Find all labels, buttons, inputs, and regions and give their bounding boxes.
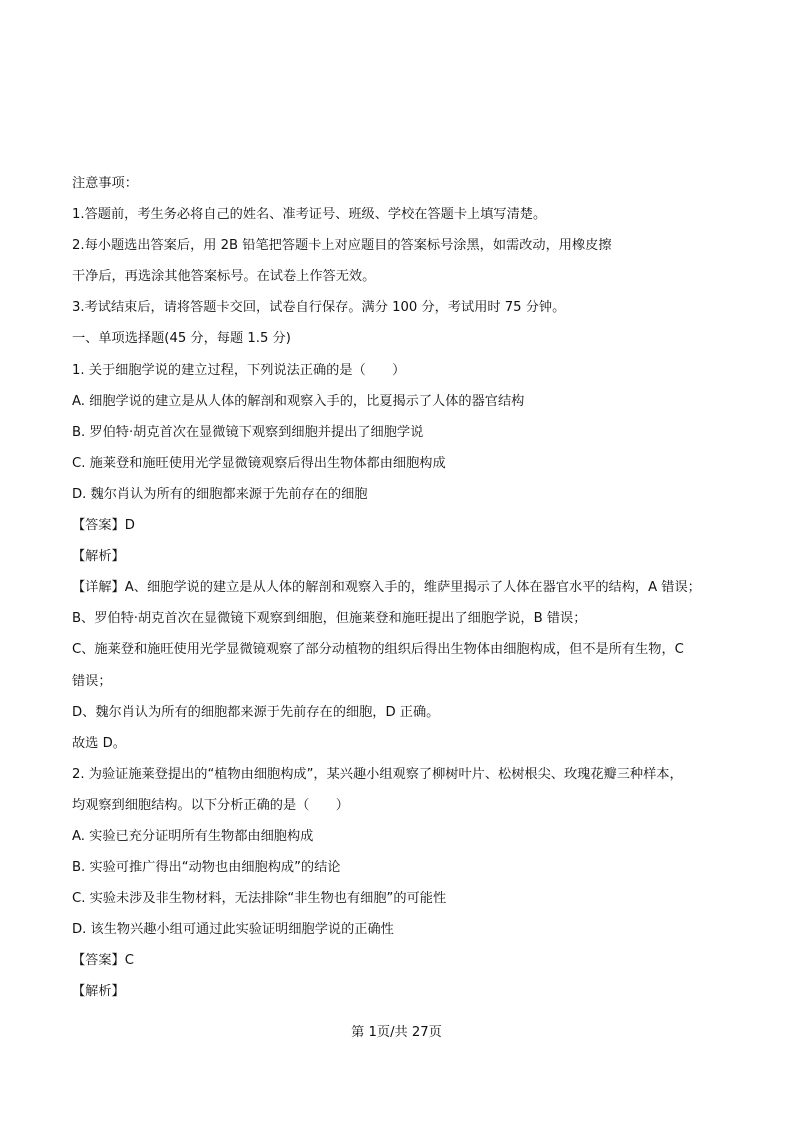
text-line: 均观察到细胞结构。以下分析正确的是（ ） bbox=[72, 797, 349, 813]
text-line: B、罗伯特·胡克首次在显微镜下观察到细胞，但施莱登和施旺提出了细胞学说，B 错误； bbox=[72, 611, 587, 627]
text-line: 1.答题前，考生务必将自己的姓名、准考证号、班级、学校在答题卡上填写清楚。 bbox=[72, 207, 547, 223]
text-line: 干净后，再选涂其他答案标号。在试卷上作答无效。 bbox=[72, 269, 376, 285]
text-line: 错误； bbox=[72, 673, 112, 689]
text-line: 【解析】 bbox=[72, 549, 125, 565]
text-line: B. 罗伯特·胡克首次在显微镜下观察到细胞并提出了细胞学说 bbox=[72, 424, 424, 440]
text-line: 1. 关于细胞学说的建立过程，下列说法正确的是（ ） bbox=[72, 362, 406, 378]
text-line: 【解析】 bbox=[72, 984, 125, 1000]
text-line: D. 该生物兴趣小组可通过此实验证明细胞学说的正确性 bbox=[72, 922, 394, 938]
text-line: D、魏尔肖认为所有的细胞都来源于先前存在的细胞，D 正确。 bbox=[72, 704, 440, 720]
text-line: D. 魏尔肖认为所有的细胞都来源于先前存在的细胞 bbox=[72, 486, 368, 502]
page-footer: 第 1页/共 27页 bbox=[351, 1025, 442, 1040]
text-line: 2. 为验证施莱登提出的“植物由细胞构成”，某兴趣小组观察了柳树叶片、松树根尖、玫瑰花瓣三种样本， bbox=[72, 766, 683, 782]
text-line: 3.考试结束后，请将答题卡交回，试卷自行保存。满分 100 分，考试用时 75 分钟。 bbox=[72, 300, 566, 316]
text-line: C. 实验未涉及非生物材料，无法排除“非生物也有细胞”的可能性 bbox=[72, 891, 447, 907]
text-line: B. 实验可推广得出“动物也由细胞构成”的结论 bbox=[72, 860, 341, 876]
text-line: 注意事项： bbox=[72, 176, 138, 191]
document-body bbox=[72, 175, 732, 1015]
text-line: 故选 D。 bbox=[72, 735, 126, 751]
text-line: A. 实验已充分证明所有生物都由细胞构成 bbox=[72, 828, 314, 844]
text-line: 【答案】C bbox=[72, 953, 134, 969]
text-line: 2.每小题选出答案后，用 2B 铅笔把答题卡上对应题目的答案标号涂黑，如需改动，用橡皮擦 bbox=[72, 238, 612, 254]
text-line: 一、单项选择题(45 分，每题 1.5 分) bbox=[72, 331, 291, 347]
text-line: 【详解】A、细胞学说的建立是从人体的解剖和观察入手的，维萨里揭示了人体在器官水平的结构，A 错误； bbox=[72, 580, 701, 596]
text-line: A. 细胞学说的建立是从人体的解剖和观察入手的，比夏揭示了人体的器官结构 bbox=[72, 393, 525, 409]
text-line: C、施莱登和施旺使用光学显微镜观察了部分动植物的组织后得出生物体由细胞构成，但不是所有生物，C bbox=[72, 642, 684, 658]
text-line: 【答案】D bbox=[72, 518, 135, 534]
text-line: C. 施莱登和施旺使用光学显微镜观察后得出生物体都由细胞构成 bbox=[72, 455, 446, 471]
